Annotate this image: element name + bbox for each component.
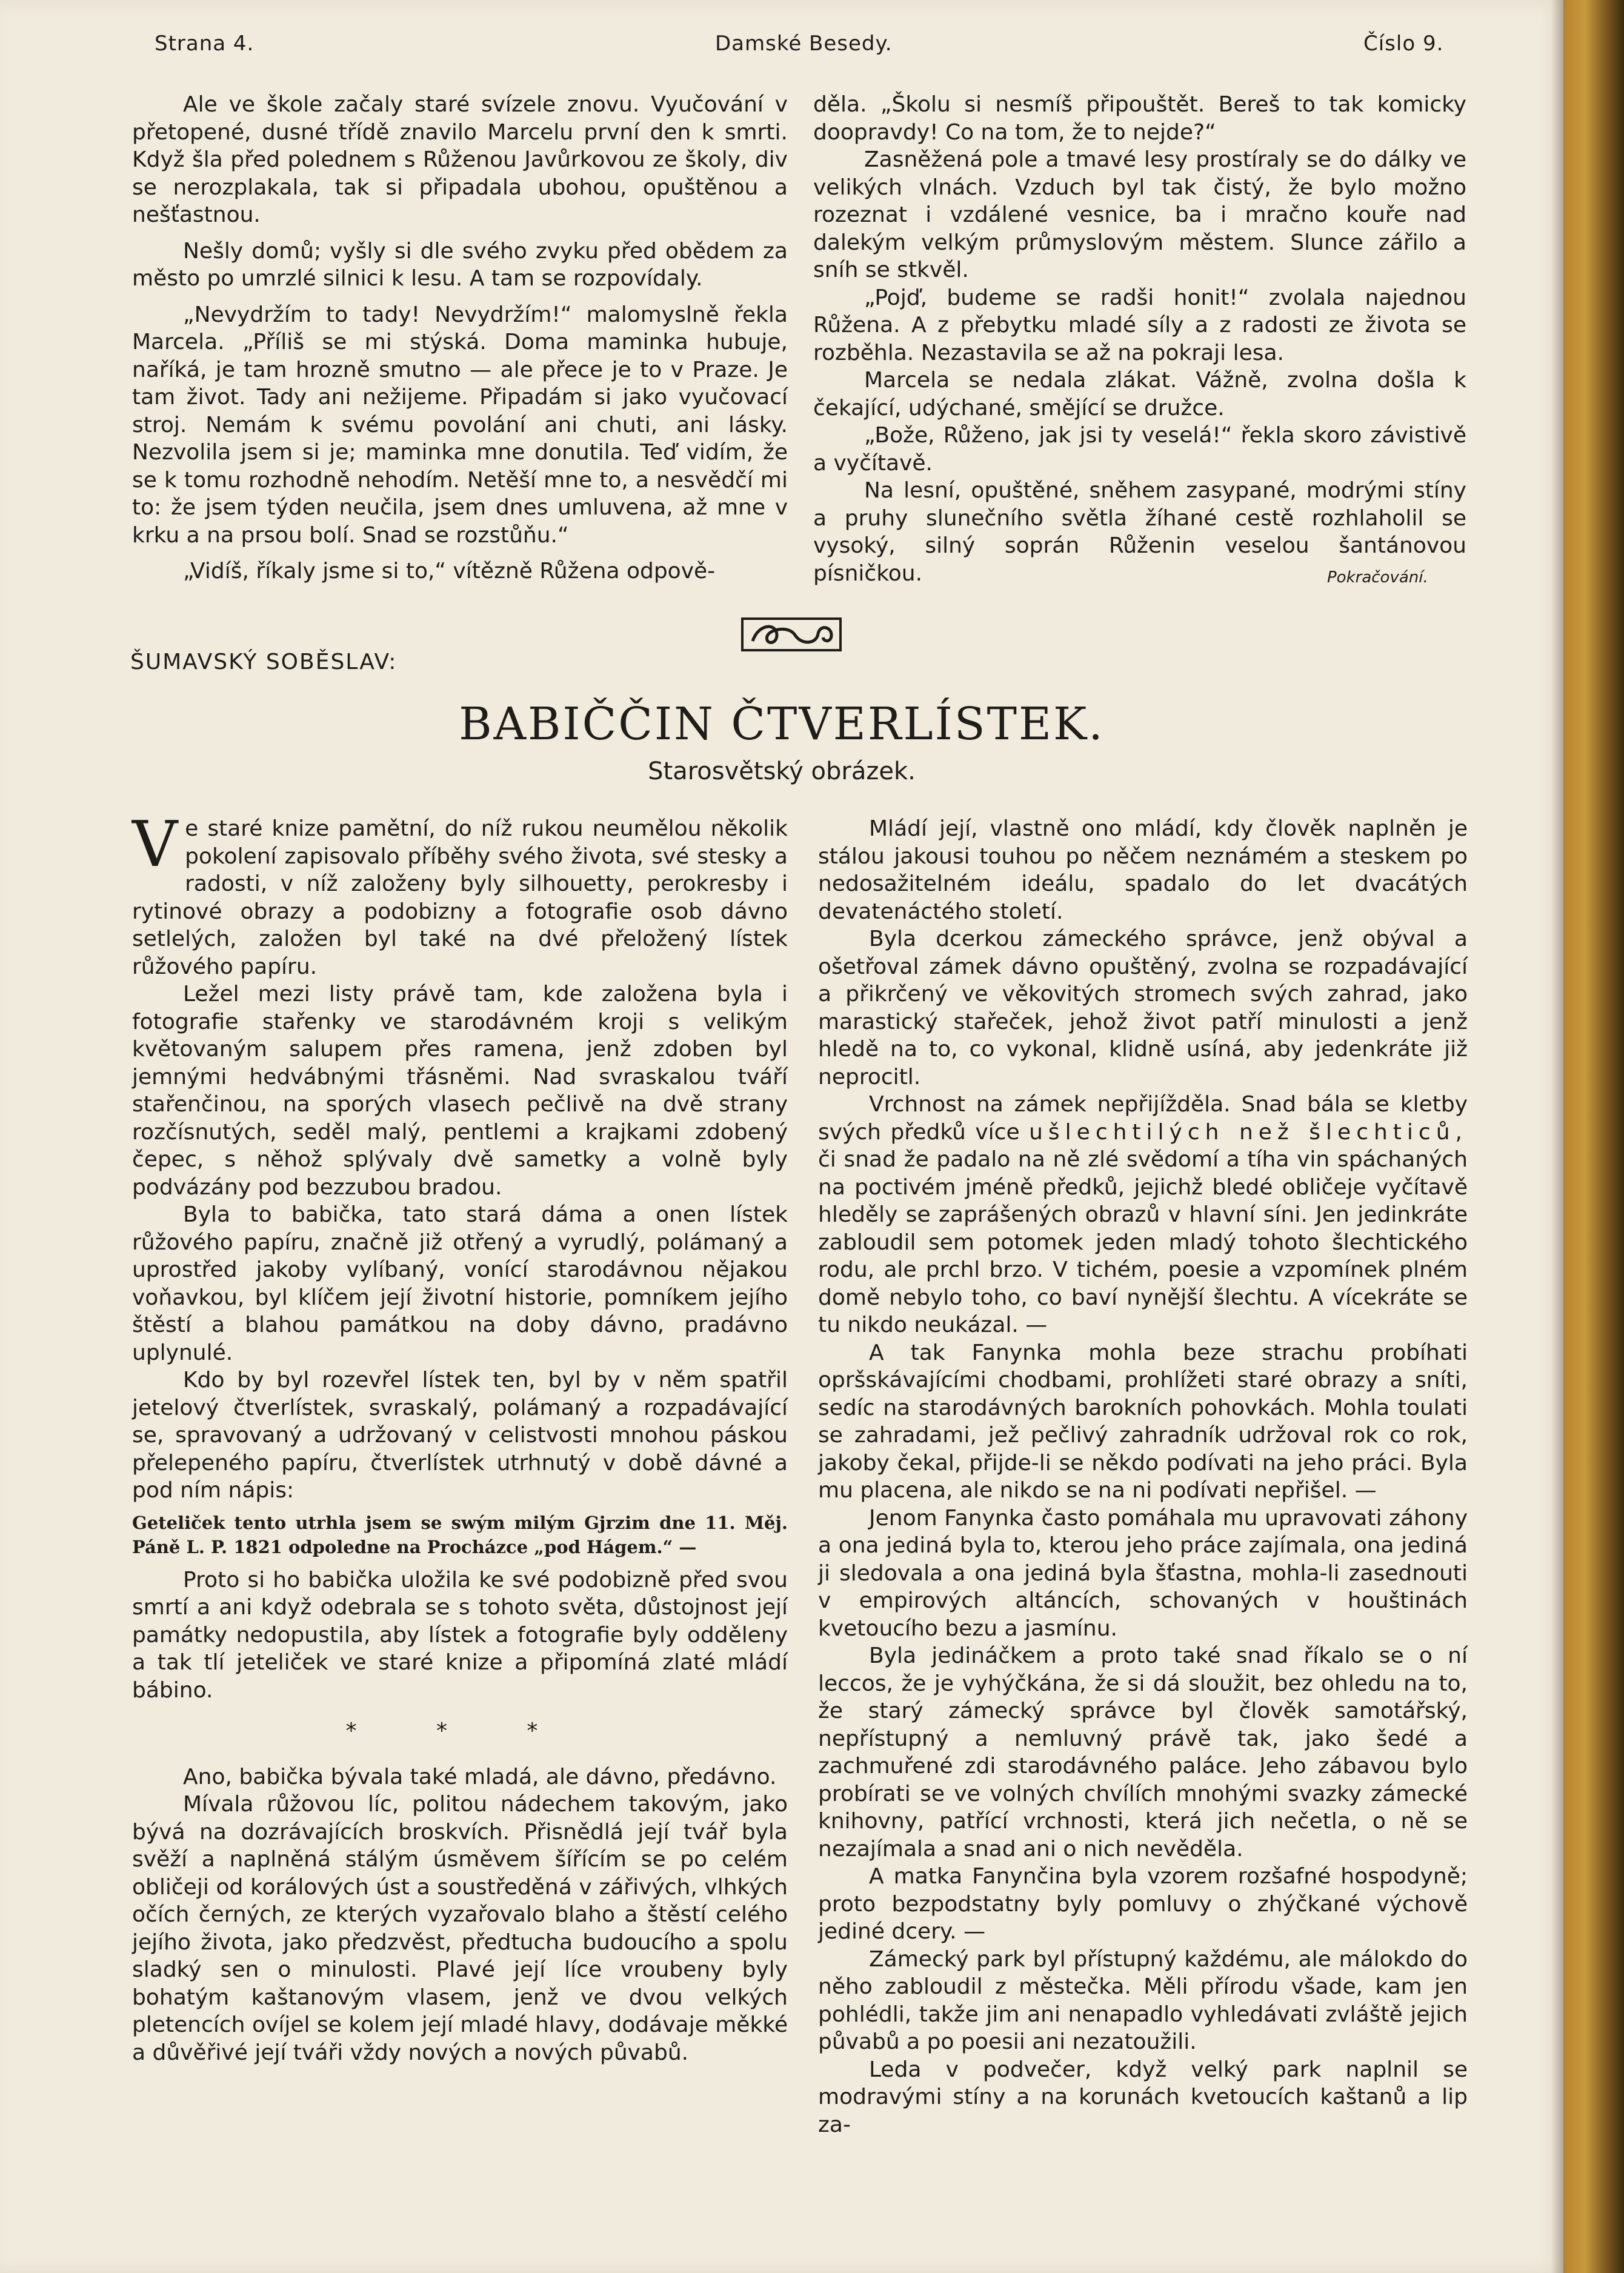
- paragraph: Ležel mezi listy právě tam, kde založena byla i fotografie stařenky ve starodávném kroji s velikým květovaným salupem přes ramena, jenž zdoben byl jemnými hedvábnými třásněmi. Nad svraskalou tváří stařenčinou, na sporých vlasech pečlivě na dvě strany rozčísnutých, seděl malý, pentlemi a krajkami zdobený čepec, s něhož splývaly dvě sametky a volně byly podvázány pod bezzubou bradou.: [132, 982, 788, 1200]
- paragraph: „Nevydržím to tady! Nevydržím!“ malomyslně řekla Marcela. „Příliš se mi stýská. Doma maminka hubuje, naříká, je tam hrozně smutno — ale přece je to v Praze. Je tam život. Tady ani nežijeme. Připadám si jako vyučovací stroj. Nemám k svému povolání ani chuti, ani lásky. Nezvolila jsem si je; maminka mne donutila. Teď vidím, že se k tomu rozhodně nehodím. Netěší mne to, a nesvědčí mi to: že jsem týden neučila, jsem dnes umluvena, až mne v krku a na prsou bolí. Snad se rozstůňu.“: [132, 302, 788, 548]
- paragraph: Byla to babička, tato stará dáma a onen lístek růžového papíru, značně již otřený a vyrudlý, polámaný a uprostřed jakoby vylíbaný, vonící starodávnou nějakou voňavkou, byl klíčem její životní historie, pomníkem jejího štěstí a blahou památkou na doby dávno, pradávno uplynulé.: [132, 1202, 788, 1365]
- paragraph: Zámecký park byl přístupný každému, ale málokdo do něho zabloudil z městečka. Měli přírodu všade, kam jen pohlédli, takže jim ani nenapadlo vyhledávati zvláště jejich půvabů a po poesii ani nezatoužili.: [818, 1946, 1468, 2054]
- paragraph: „Bože, Růženo, jak jsi ty veselá!“ řekla skoro závistivě a vyčítavě.: [813, 423, 1466, 476]
- paragraph: A tak Fanynka mohla beze strachu probíhati opršskávajícími chodbami, prohlížeti staré obrazy a sníti, sedíc na starodávných barokních pohovkách. Mohla toulati se zahradami, jež pečlivý zahradník udržoval rok co rok, jakoby čekal, přijde-li se někdo podívati na jeho práci. Byla mu placena, ale nikdo se na ni podívati nepřišel. —: [818, 1340, 1468, 1503]
- opening-paragraph: [132, 807, 788, 980]
- paragraph: Proto si ho babička uložila ke své podobizně před svou smrtí a ani když odebrala se s tohoto světa, důstojnost její památky nedopustila, aby lístek a fotografie byly odděleny a tak tlí jeteliček ve staré knize a připomíná zlaté mládí bábino.: [132, 1567, 788, 1703]
- paragraph: Na lesní, opuštěné, sněhem zasypané, modrými stíny a pruhy slunečního světla žíhané cestě rozhlaholil se vysoký, silný soprán Růženin veselou šantánovou písničkou.: [813, 478, 1466, 586]
- paragraph: Mládí její, vlastně ono mládí, kdy člověk naplněn je stálou jakousi touhou po něčem neznámém a steskem po nedosažitelném ideálu, spadalo do let dvacátých devatenáctého století.: [818, 816, 1468, 924]
- paragraph: Ale ve škole začaly staré svízele znovu. Vyučování v přetopené, dusné třídě znavilo Marcelu první den k smrti. Když šla před polednem s Růženou Javůrkovou ze školy, div se nerozplakala, tak si připadala ubohou, opuštěnou a nešťastnou.: [132, 92, 788, 227]
- article-subtitle: Starosvětský obrázek.: [648, 757, 916, 785]
- paragraph: „Pojď, budeme se radši honit!“ zvolala najednou Růžena. A z přebytku mladé síly a z radosti ze života se rozběhla. Nezastavila se až na pokraji lesa.: [813, 285, 1466, 365]
- paragraph: Byla jedináčkem a proto také snad říkalo se o ní leccos, že je vyhýčkána, že si dá sloužit, bez ohledu na to, že starý zámecký správce byl člověk samotářský, nepřístupný a nemluvný právě tak, jako šedé a zachmuřené zdi starodávného paláce. Jeho zábavou bylo probírati se ve volných chvílích mnohými svazky zámecké knihovny, patřící vrchnosti, která jich nečetla, o ně se nezajímala a snad ani o nich nevěděla.: [818, 1643, 1468, 1862]
- paragraph: A matka Fanynčina byla vzorem rozšafné hospodyně; proto bezpodstatny byly pomluvy o zhýčkané výchově jediné dcery. —: [818, 1864, 1468, 1944]
- issue-number: Číslo 9.: [1363, 32, 1444, 56]
- paragraph: Marcela se nedala zlákat. Vážně, zvolna došla k čekající, udýchané, smějící se družce.: [813, 368, 1466, 421]
- spaced-emphasis: ušlechtilých než šlechticů,: [1029, 1119, 1468, 1145]
- dropcap: V: [132, 807, 178, 881]
- book-edge: [1563, 0, 1624, 2273]
- article-right-column: [818, 815, 1468, 2138]
- article-title: BABIČČIN ČTVERLÍSTEK.: [459, 698, 1105, 750]
- paragraph: Jenom Fanynka často pomáhala mu upravovati záhony a ona jediná byla to, kterou jeho práce zajímala, ona jediná ji sledovala a ona jediná byla šťastna, mohla-li zasednouti v empirových altáncích, schovaných v houštinách kvetoucího bezu a jasmínu.: [818, 1505, 1468, 1641]
- paragraph: [818, 1091, 1468, 1339]
- opening-text: e staré knize pamětní, do níž rukou neumělou několik pokolení zapisovalo příběhy svého života, své stesky a radosti, v níž založeny byly silhouetty, perokresby i rytinové obrazy a podobizny a fotografie osob dávno setlelých, založen byl také na dvé přeložený lístek růžového papíru.: [132, 816, 788, 979]
- section-break: * * *: [345, 1719, 574, 1743]
- paragraph: Mívala růžovou líc, politou nádechem takovým, jako bývá na dozrávajících broskvích. Přisnědlá její tvář byla svěží a naplněná stálým úsměvem šířícím se po celém obličeji od korálových úst a soustředěná v zářivých, vlhkých očích černých, ze kterých vyzařovalo blaho a štěstí celého jejího života, jako předzvěst, předtucha budoucího a spolu sladký sen o minulosti. Plavé její líce vroubeny byly bohatým kaštanovým vlasem, jenž ve dvou velkých pletencích ovíjel se kolem její mladé hlavy, dodávaje měkké a důvěřivé její tváři vždy nových a nových půvabů.: [132, 1792, 788, 2065]
- inscription: Geteliček tento utrhla jsem se swým milým Gjrzim dne 11. Měj. Páně L. P. 1821 odpoledne na Procházce „pod Hágem.“ —: [132, 1512, 788, 1557]
- article-author: ŠUMAVSKÝ SOBĚSLAV:: [130, 650, 398, 674]
- paragraph: Leda v podvečer, když velký park naplnil se modravými stíny a na korunách kvetoucích kaštanů a lip za-: [818, 2057, 1468, 2137]
- prev-story-left-column: [132, 91, 788, 585]
- text-run: Vrchnost na zámek nepřijížděla. Snad bála se kletby svých předků více: [818, 1092, 1468, 1145]
- ornament-divider-icon: [740, 617, 842, 652]
- text-run: či snad že padalo na ně zlé svědomí a tíha vin spáchaných na poctivém jméně předků, jejichž bledé obličeje vyčítavě hleděly se zaprášených obrazů v hlavní síni. Jen jedinkráte zabloudil sem potomek jeden mladý tohoto šlechtického rodu, ale prchl brzo. V tichém, poesie a vzpomínek plném domě nebylo toho, co baví nynější šlechtu. A vícekráte se tu nikdo neukázal. —: [818, 1147, 1468, 1337]
- paragraph: Kdo by byl rozevřel lístek ten, byl by v něm spatřil jetelový čtverlístek, svraskalý, polámaný a rozpadávající se, spravovaný a udržovaný v celistvosti mnohou páskou přelepeného papíru, čtverlístek utrhnutý v době dávné a pod ním nápis:: [132, 1368, 788, 1503]
- paragraph: Ano, babička bývala také mladá, ale dávno, předávno.: [183, 1764, 777, 1789]
- paragraph: „Vidíš, říkaly jsme si to,“ vítězně Růžena odpově-: [183, 559, 716, 584]
- article-left-column: [132, 807, 788, 2066]
- page-number: Strana 4.: [155, 32, 255, 56]
- paragraph: Nešly domů; vyšly si dle svého zvyku před obědem za město po umrzlé silnici k lesu. A tam se rozpovídaly.: [132, 238, 788, 291]
- paragraph: Zasněžená pole a tmavé lesy prostíraly se do dálky ve velikých vlnách. Vzduch byl tak čistý, že bylo možno rozeznat i vzdálené vesnice, ba i mračno kouře nad dalekým velkým průmyslovým městem. Slunce zářilo a sníh se stkvěl.: [813, 147, 1466, 282]
- paragraph: Byla dcerkou zámeckého správce, jenž obýval a ošetřoval zámek dávno opuštěný, zvolna se rozpadávající a přikrčený ve věkovitých stromech svých zahrad, jako marastický stařeček, jehož život patří minulosti a jenž hledě na to, co vykonal, klidně usíná, aby jedenkráte již neprocitl.: [818, 927, 1468, 1090]
- publication-title: Damské Besedy.: [715, 32, 893, 56]
- prev-story-right-column: [813, 91, 1466, 587]
- paragraph: děla. „Školu si nesmíš připouštět. Bereš to tak komicky doopravdy! Co na tom, že to nejde?“: [813, 92, 1466, 145]
- continued-note: Pokračování.: [1327, 568, 1428, 587]
